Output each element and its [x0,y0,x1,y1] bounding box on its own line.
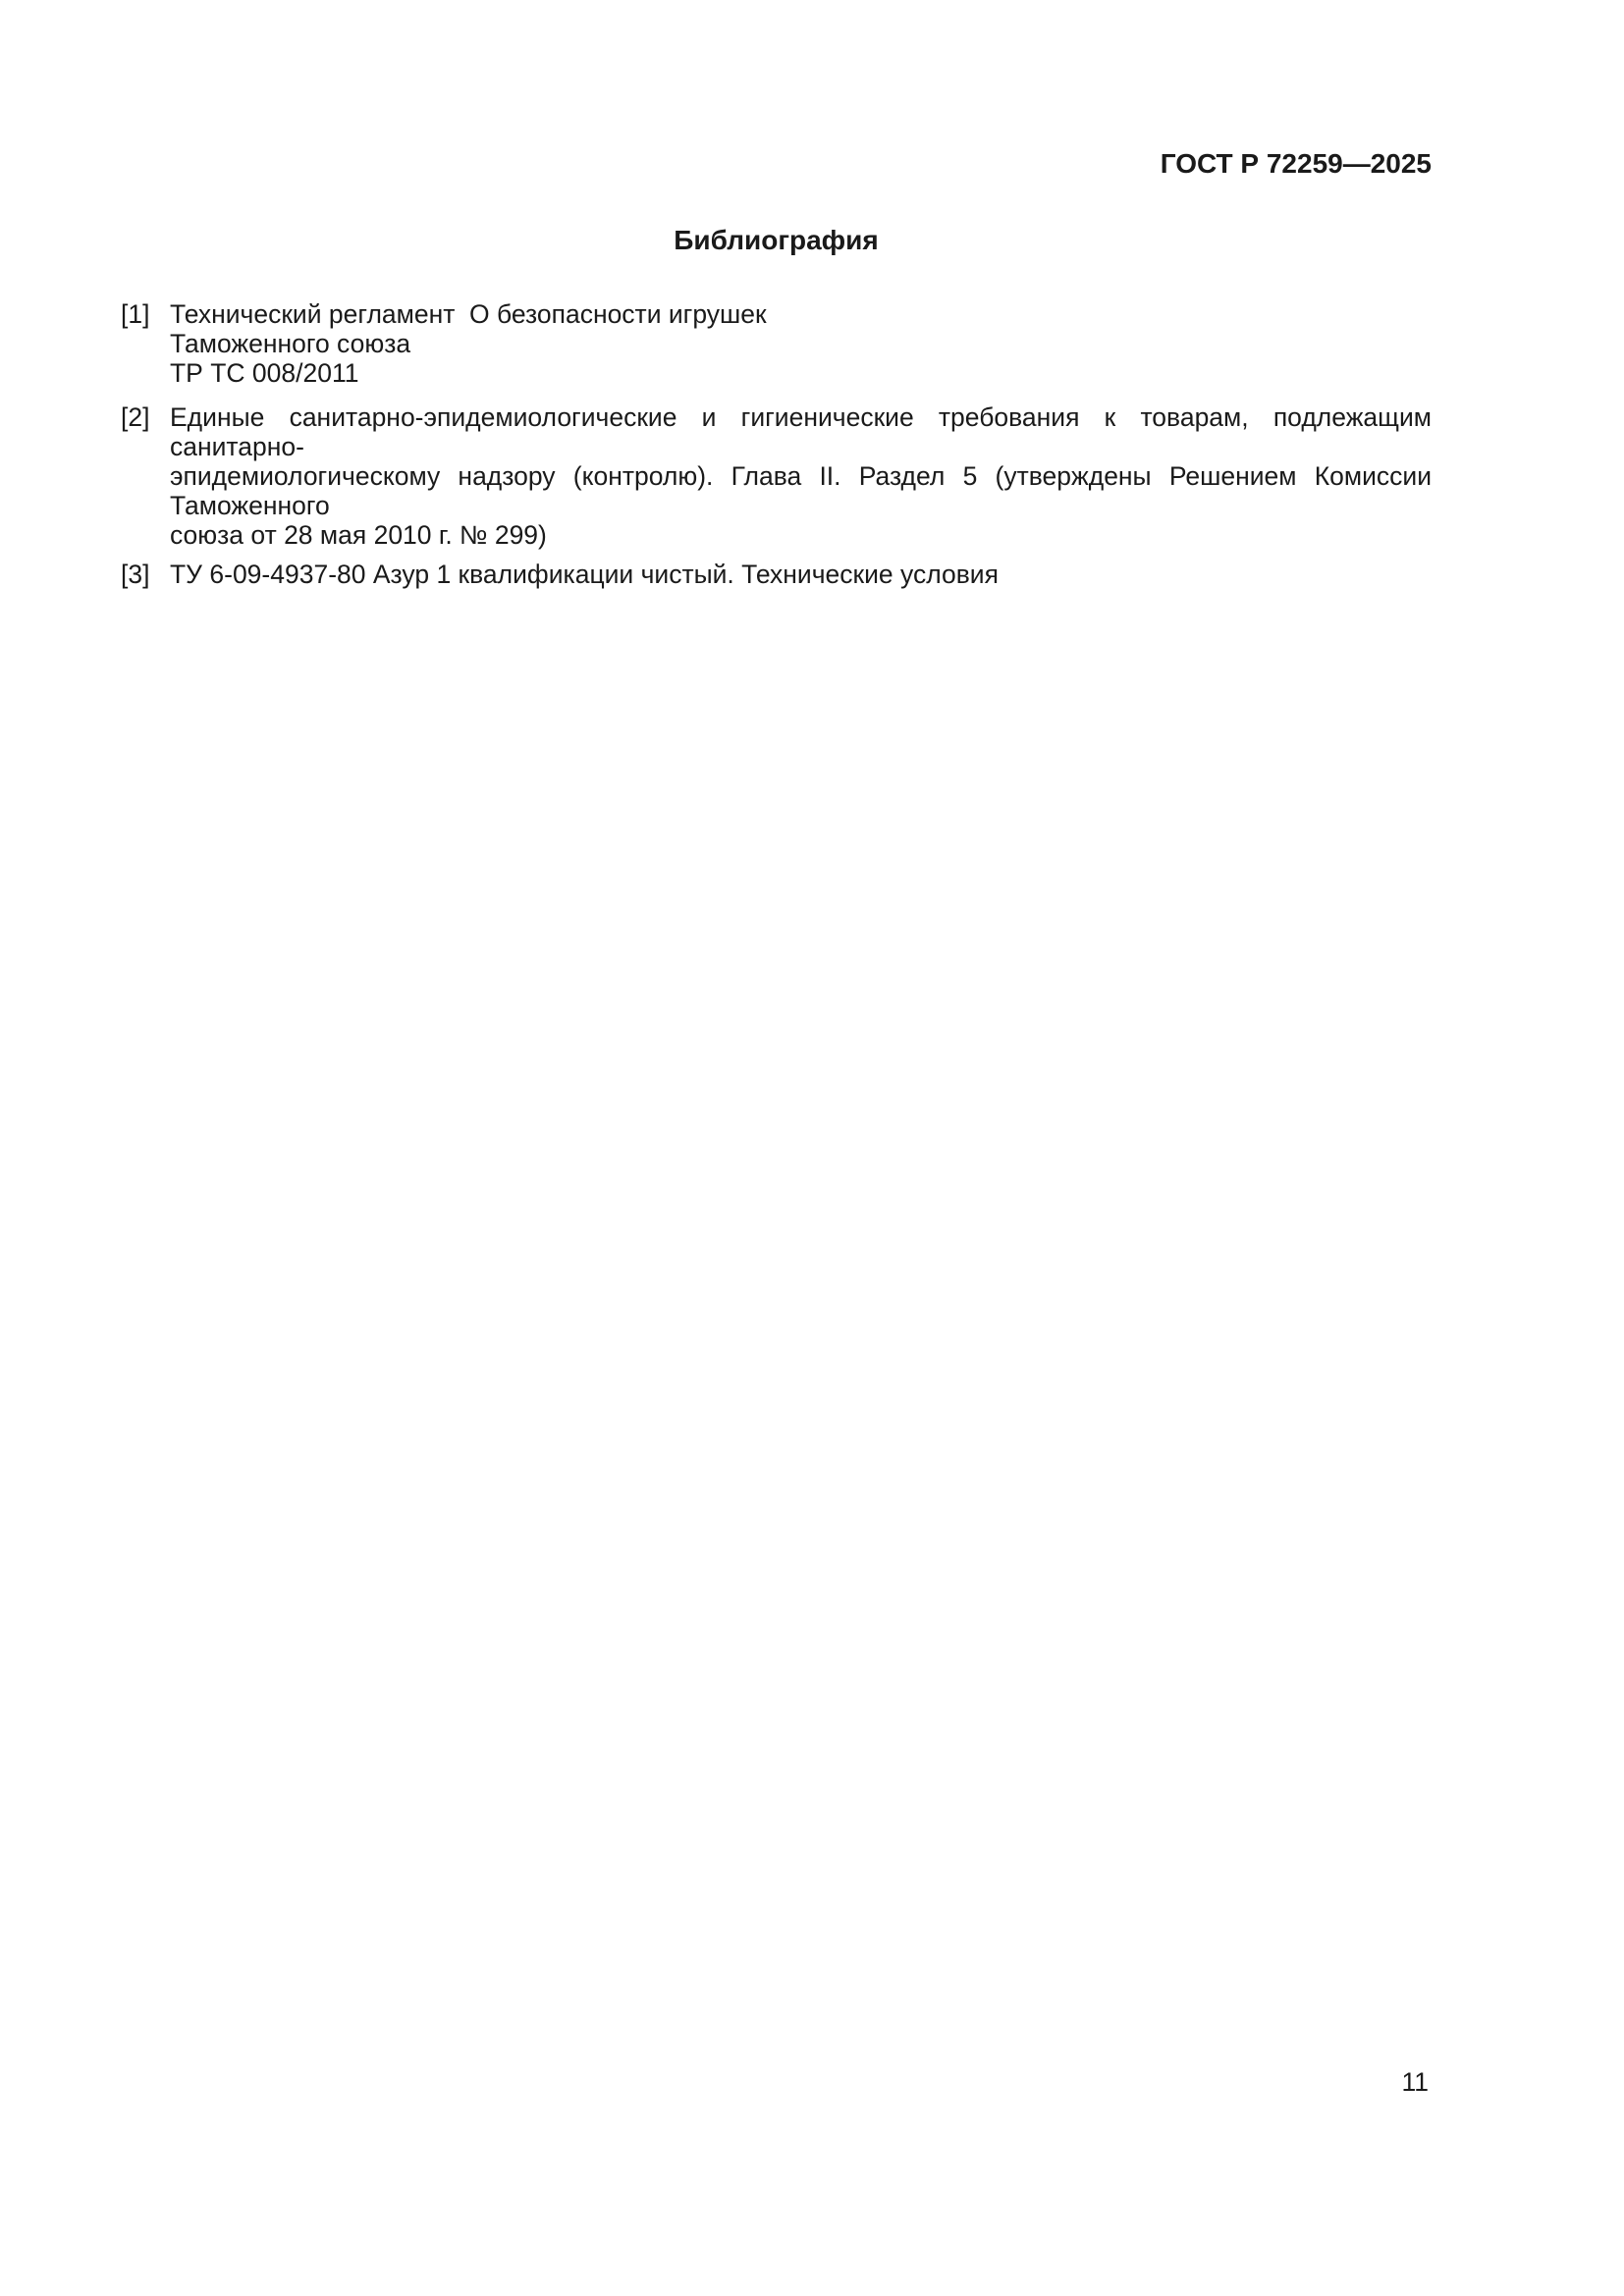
entry-number: [2] [121,402,150,432]
entry-line: союза от 28 мая 2010 г. № 299) [170,520,547,550]
bibliography-entry-2 [121,402,1432,550]
document-code-header: ГОСТ Р 72259—2025 [1160,148,1432,179]
bibliography-entry-3 [121,560,1432,589]
entry-line: Единые санитарно-эпидемиологические и гигиенические требования к товарам, подлежащим санитарно- [170,402,1432,461]
bibliography-list [121,299,1432,589]
entry-line: эпидемиологическому надзору (контролю). Глава II. Раздел 5 (утверждены Решением Комиссии Таможенного [170,461,1432,520]
entry-line: Таможенного союза [170,329,411,358]
bibliography-entry-1 [121,299,1432,388]
entry-body [170,402,1432,550]
entry-number: [3] [121,560,150,589]
entry-line: ТР ТС 008/2011 [170,358,359,388]
page-number: 11 [1401,2067,1429,2097]
entry-title-column: О безопасности игрушек [469,299,767,329]
page-title: Библиография [674,225,879,255]
entry-regulation-column [170,299,469,388]
entry-body [170,299,1432,388]
entry-line: Технический регламент [170,299,456,329]
entry-number: [1] [121,299,150,329]
entry-body: ТУ 6-09-4937-80 Азур 1 квалификации чистый. Технические условия [170,560,999,589]
